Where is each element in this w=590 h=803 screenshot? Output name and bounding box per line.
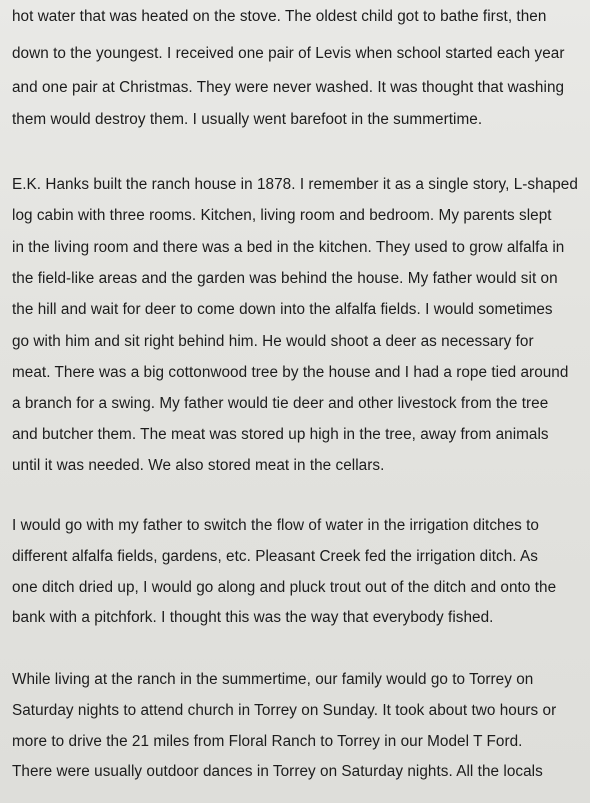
text-line: a branch for a swing. My father would tie deer and other livestock from the tree bbox=[12, 395, 549, 412]
text-line: the field-like areas and the garden was behind the house. My father would sit on bbox=[12, 270, 558, 287]
text-line: go with him and sit right behind him. He would shoot a deer as necessary for bbox=[12, 333, 534, 350]
text-line: different alfalfa fields, gardens, etc. Pleasant Creek fed the irrigation ditch. As bbox=[12, 548, 538, 565]
text-line: them would destroy them. I usually went barefoot in the summertime. bbox=[12, 111, 483, 128]
text-line: There were usually outdoor dances in Torrey on Saturday nights. All the locals bbox=[12, 763, 543, 780]
text-line: I would go with my father to switch the flow of water in the irrigation ditches to bbox=[12, 517, 539, 534]
text-line: more to drive the 21 miles from Floral Ranch to Torrey in our Model T Ford. bbox=[12, 733, 523, 750]
text-line: down to the youngest. I received one pair of Levis when school started each year bbox=[12, 45, 565, 62]
text-line: hot water that was heated on the stove. The oldest child got to bathe first, then bbox=[12, 8, 547, 25]
text-line: in the living room and there was a bed in the kitchen. They used to grow alfalfa in bbox=[12, 239, 565, 256]
text-line: E.K. Hanks built the ranch house in 1878. I remember it as a single story, L-shaped bbox=[12, 176, 578, 193]
text-line: log cabin with three rooms. Kitchen, living room and bedroom. My parents slept bbox=[12, 207, 552, 224]
text-line: and butcher them. The meat was stored up high in the tree, away from animals bbox=[12, 426, 549, 443]
text-line: and one pair at Christmas. They were never washed. It was thought that washing bbox=[12, 79, 565, 96]
text-line: until it was needed. We also stored meat in the cellars. bbox=[12, 457, 385, 474]
text-line: the hill and wait for deer to come down into the alfalfa fields. I would sometimes bbox=[12, 301, 553, 318]
text-line: bank with a pitchfork. I thought this was the way that everybody fished. bbox=[12, 609, 494, 626]
text-line: While living at the ranch in the summertime, our family would go to Torrey on bbox=[12, 671, 534, 688]
text-line: Saturday nights to attend church in Torrey on Sunday. It took about two hours or bbox=[12, 702, 557, 719]
text-line: one ditch dried up, I would go along and pluck trout out of the ditch and onto the bbox=[12, 579, 557, 596]
text-line: meat. There was a big cottonwood tree by the house and I had a rope tied around bbox=[12, 364, 569, 381]
